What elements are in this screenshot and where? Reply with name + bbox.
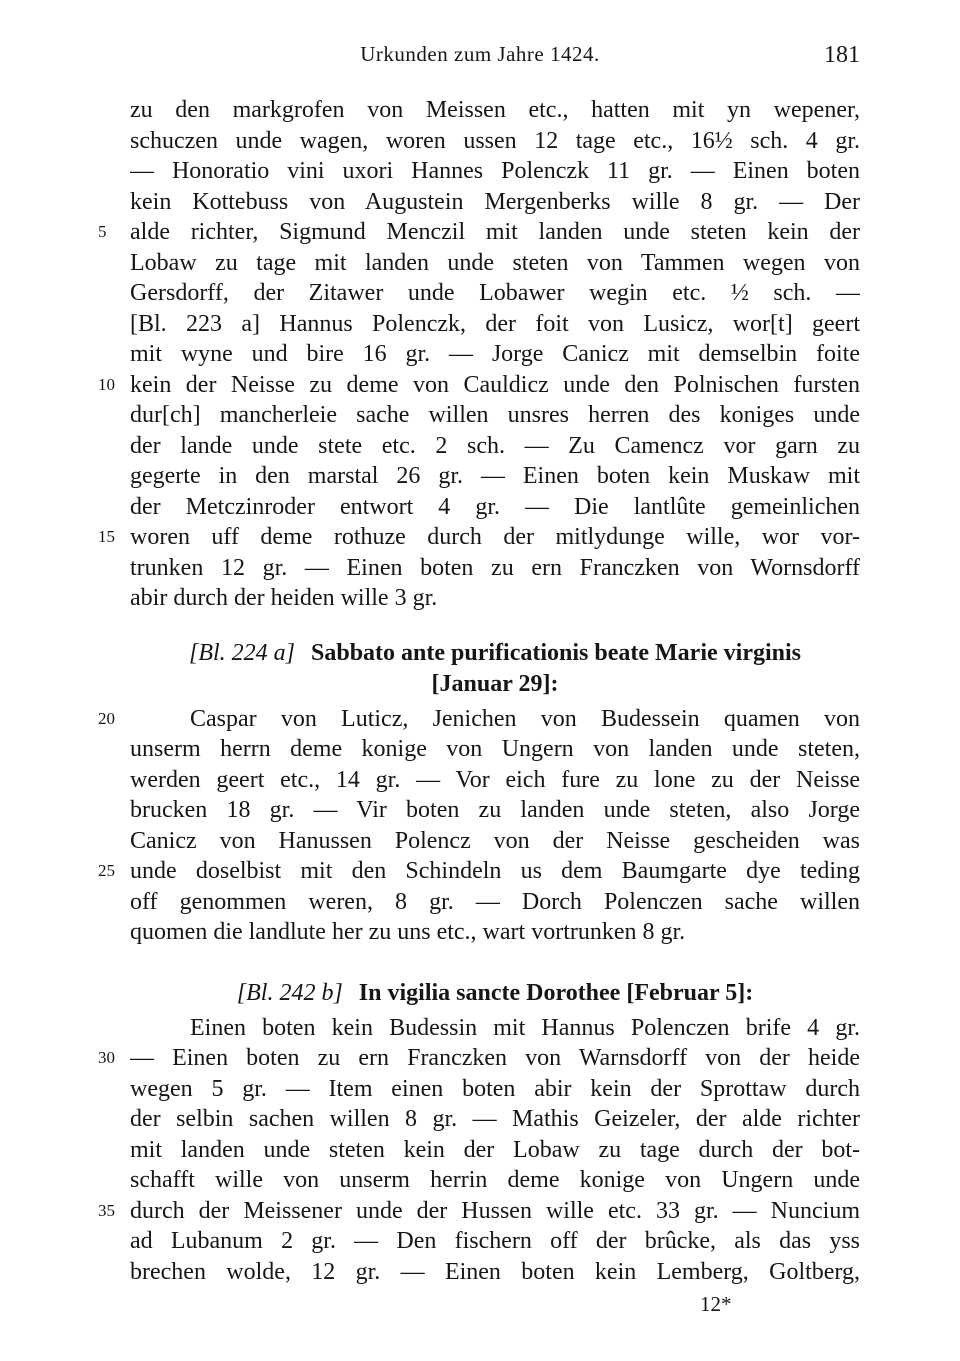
text-line: Gersdorff, der Zitawer unde Lobawer wegin etc. ½ sch. — (130, 280, 860, 306)
folio-reference: [Bl. 242 b] (236, 980, 343, 1006)
text-line: — Einen boten zu ern Franczken von Warnsdorff von der heide (130, 1045, 860, 1071)
text-line: mit landen unde steten kein der Lobaw zu tage durch der bot- (130, 1137, 860, 1163)
text-line: woren uff deme rothuze durch der mitlydunge wille, wor vor- (130, 524, 860, 550)
section-heading (130, 638, 860, 668)
text-line: kein Kottebuss von Augustein Mergenberks wille 8 gr. — Der (130, 189, 860, 215)
text-line: trunken 12 gr. — Einen boten zu ern Franczken von Wornsdorff (130, 555, 860, 581)
text-line: werden geert etc., 14 gr. — Vor eich fure zu lone zu der Neisse (130, 767, 860, 793)
text-line: zu den markgrofen von Meissen etc., hatten mit yn wepener, (130, 97, 860, 123)
printer-signature: 12* (700, 1292, 732, 1316)
section-heading-date: [Januar 29]: (431, 671, 559, 697)
text-line: unserm herrn deme konige von Ungern von landen unde steten, (130, 736, 860, 762)
text-line: der lande unde stete etc. 2 sch. — Zu Camencz vor garn zu (130, 433, 860, 459)
text-line: schuczen unde wagen, woren ussen 12 tage etc., 16½ sch. 4 gr. (130, 128, 860, 154)
text-line: — Honoratio vini uxori Hannes Polenczk 11 gr. — Einen boten (130, 158, 860, 184)
text-line: brechen wolde, 12 gr. — Einen boten kein Lemberg, Goltberg, (130, 1259, 860, 1285)
text-line: durch der Meissener unde der Hussen wille etc. 33 gr. — Nuncium (130, 1198, 860, 1224)
text-line: kein der Neisse zu deme von Cauldicz unde den Polnischen fursten (130, 372, 860, 398)
running-header: Urkunden zum Jahre 1424. (360, 42, 600, 66)
page-number: 181 (824, 42, 860, 68)
text-line: [Bl. 223 a] Hannus Polenczk, der foit von Lusicz, wor[t] geert (130, 311, 860, 337)
section-heading-text: In vigilia sancte Dorothee [Februar 5]: (358, 980, 754, 1006)
text-line: wegen 5 gr. — Item einen boten abir kein der Sprottaw durch (130, 1076, 860, 1102)
section-heading-text: Sabbato ante purificationis beate Marie virginis (311, 640, 801, 666)
text-line: quomen die landlute her zu uns etc., wart vortrunken 8 gr. (130, 919, 686, 945)
text-line: mit wyne und bire 16 gr. — Jorge Canicz mit demselbin foite (130, 341, 860, 367)
text-line: brucken 18 gr. — Vir boten zu landen unde steten, also Jorge (130, 797, 860, 823)
line-number: 5 (98, 222, 107, 241)
text-line: der Metczinroder entwort 4 gr. — Die lantlûte gemeinlichen (130, 494, 860, 520)
line-number: 25 (98, 861, 115, 880)
text-line: ad Lubanum 2 gr. — Den fischern off der brûcke, als das yss (130, 1228, 860, 1254)
line-number: 35 (98, 1201, 115, 1220)
text-line: Caspar von Luticz, Jenichen von Budessein quamen von (190, 706, 860, 732)
text-line: gegerte in den marstal 26 gr. — Einen boten kein Muskaw mit (130, 463, 860, 489)
text-line: unde doselbist mit den Schindeln us dem Baumgarte dye teding (130, 858, 860, 884)
section-heading (130, 978, 860, 1008)
text-line: abir durch der heiden wille 3 gr. (130, 585, 438, 611)
text-line: off genommen weren, 8 gr. — Dorch Polenczen sache willen (130, 889, 860, 915)
line-number: 15 (98, 527, 115, 546)
text-line: Einen boten kein Budessin mit Hannus Polenczen brife 4 gr. (190, 1015, 860, 1041)
text-line: alde richter, Sigmund Menczil mit landen unde steten kein der (130, 219, 860, 245)
text-line: dur[ch] mancherleie sache willen unsres herren des koniges unde (130, 402, 860, 428)
line-number: 10 (98, 375, 115, 394)
text-line: der selbin sachen willen 8 gr. — Mathis Geizeler, der alde richter (130, 1106, 860, 1132)
line-number: 20 (98, 709, 115, 728)
text-line: schafft wille von unserm herrin deme konige von Ungern unde (130, 1167, 860, 1193)
line-number: 30 (98, 1048, 115, 1067)
text-line: Canicz von Hanussen Polencz von der Neisse gescheiden was (130, 828, 860, 854)
text-line: Lobaw zu tage mit landen unde steten von Tammen wegen von (130, 250, 860, 276)
folio-reference: [Bl. 224 a] (189, 640, 296, 666)
